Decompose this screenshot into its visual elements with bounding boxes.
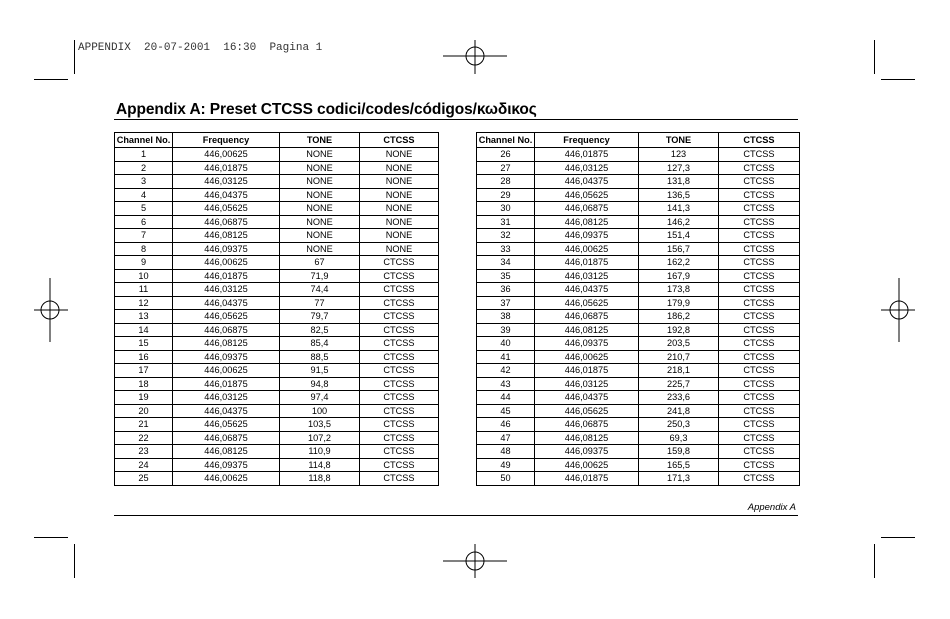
cell-frequency: 446,00625 xyxy=(535,242,639,256)
cell-ctcss: CTCSS xyxy=(360,350,439,364)
title-rule xyxy=(114,119,798,120)
table-row xyxy=(115,202,439,216)
cell-ctcss: NONE xyxy=(360,202,439,216)
cell-frequency: 446,00625 xyxy=(535,350,639,364)
cell-ctcss: CTCSS xyxy=(719,458,800,472)
cell-channel: 39 xyxy=(477,323,535,337)
table-row xyxy=(477,296,800,310)
cell-channel: 17 xyxy=(115,364,173,378)
cell-tone: 67 xyxy=(280,256,360,270)
cell-ctcss: CTCSS xyxy=(719,350,800,364)
cell-frequency: 446,05625 xyxy=(535,188,639,202)
table-row xyxy=(115,229,439,243)
column-header-ctcss: CTCSS xyxy=(719,133,800,148)
cell-channel: 9 xyxy=(115,256,173,270)
cell-channel: 23 xyxy=(115,445,173,459)
table-body-left xyxy=(115,148,439,486)
cell-ctcss: CTCSS xyxy=(719,188,800,202)
cell-tone: 225,7 xyxy=(639,377,719,391)
column-header-tone: TONE xyxy=(280,133,360,148)
cell-frequency: 446,06875 xyxy=(535,418,639,432)
cell-tone: 165,5 xyxy=(639,458,719,472)
table-row xyxy=(115,175,439,189)
cell-channel: 38 xyxy=(477,310,535,324)
cell-channel: 3 xyxy=(115,175,173,189)
table-row xyxy=(477,161,800,175)
table-row xyxy=(477,215,800,229)
cell-ctcss: CTCSS xyxy=(719,310,800,324)
table-row xyxy=(477,472,800,486)
cell-ctcss: NONE xyxy=(360,229,439,243)
table-row xyxy=(115,188,439,202)
table-header-row xyxy=(115,133,439,148)
cell-ctcss: CTCSS xyxy=(719,202,800,216)
cell-frequency: 446,04375 xyxy=(173,404,280,418)
registration-mark-icon xyxy=(443,40,507,74)
cell-tone: 136,5 xyxy=(639,188,719,202)
table-row xyxy=(477,202,800,216)
cell-frequency: 446,05625 xyxy=(535,404,639,418)
cell-ctcss: CTCSS xyxy=(360,458,439,472)
cell-tone: 94,8 xyxy=(280,377,360,391)
cell-ctcss: CTCSS xyxy=(719,161,800,175)
header-slug: APPENDIX xyxy=(78,42,131,54)
header-time: 16:30 xyxy=(223,42,257,54)
table-row xyxy=(115,215,439,229)
table-row xyxy=(477,175,800,189)
cell-tone: 91,5 xyxy=(280,364,360,378)
cell-channel: 1 xyxy=(115,148,173,162)
cell-frequency: 446,05625 xyxy=(173,202,280,216)
table-row xyxy=(477,148,800,162)
cell-ctcss: CTCSS xyxy=(360,391,439,405)
cell-frequency: 446,08125 xyxy=(173,337,280,351)
cell-channel: 36 xyxy=(477,283,535,297)
cell-channel: 21 xyxy=(115,418,173,432)
cell-frequency: 446,06875 xyxy=(173,215,280,229)
cell-tone: NONE xyxy=(280,175,360,189)
cell-channel: 27 xyxy=(477,161,535,175)
cell-ctcss: CTCSS xyxy=(360,269,439,283)
cell-ctcss: NONE xyxy=(360,242,439,256)
cell-ctcss: CTCSS xyxy=(360,418,439,432)
cell-ctcss: CTCSS xyxy=(719,283,800,297)
cell-ctcss: CTCSS xyxy=(719,229,800,243)
table-row xyxy=(115,472,439,486)
cell-frequency: 446,06875 xyxy=(535,202,639,216)
cell-frequency: 446,03125 xyxy=(535,269,639,283)
cell-tone: 114,8 xyxy=(280,458,360,472)
table-row xyxy=(477,323,800,337)
table-body-right xyxy=(477,148,800,486)
crop-mark xyxy=(874,544,875,578)
cell-channel: 44 xyxy=(477,391,535,405)
cell-tone: 162,2 xyxy=(639,256,719,270)
crop-mark xyxy=(881,79,915,80)
cell-ctcss: CTCSS xyxy=(719,323,800,337)
table-row xyxy=(477,269,800,283)
cell-frequency: 446,01875 xyxy=(535,364,639,378)
cell-ctcss: CTCSS xyxy=(360,445,439,459)
cell-tone: 85,4 xyxy=(280,337,360,351)
table-row xyxy=(115,418,439,432)
cell-tone: 203,5 xyxy=(639,337,719,351)
cell-channel: 30 xyxy=(477,202,535,216)
cell-frequency: 446,09375 xyxy=(535,337,639,351)
cell-frequency: 446,09375 xyxy=(173,458,280,472)
cell-tone: 127,3 xyxy=(639,161,719,175)
cell-ctcss: NONE xyxy=(360,148,439,162)
cell-tone: 241,8 xyxy=(639,404,719,418)
cell-frequency: 446,03125 xyxy=(173,283,280,297)
cell-frequency: 446,03125 xyxy=(173,391,280,405)
cell-frequency: 446,03125 xyxy=(535,161,639,175)
cell-channel: 18 xyxy=(115,377,173,391)
cell-frequency: 446,09375 xyxy=(173,242,280,256)
table-row xyxy=(115,296,439,310)
ctcss-table-left xyxy=(114,132,439,486)
cell-tone: 74,4 xyxy=(280,283,360,297)
cell-channel: 47 xyxy=(477,431,535,445)
table-row xyxy=(115,269,439,283)
cell-frequency: 446,01875 xyxy=(173,377,280,391)
cell-ctcss: CTCSS xyxy=(360,310,439,324)
cell-channel: 35 xyxy=(477,269,535,283)
cell-channel: 6 xyxy=(115,215,173,229)
cell-ctcss: NONE xyxy=(360,215,439,229)
cell-channel: 13 xyxy=(115,310,173,324)
cell-frequency: 446,04375 xyxy=(535,175,639,189)
cell-tone: 250,3 xyxy=(639,418,719,432)
cell-channel: 8 xyxy=(115,242,173,256)
cell-frequency: 446,04375 xyxy=(173,296,280,310)
registration-mark-icon xyxy=(443,544,507,578)
cell-tone: 146,2 xyxy=(639,215,719,229)
header-page-label: Pagina xyxy=(269,42,310,54)
cell-ctcss: CTCSS xyxy=(719,431,800,445)
table-row xyxy=(115,377,439,391)
cell-frequency: 446,06875 xyxy=(173,323,280,337)
cell-channel: 7 xyxy=(115,229,173,243)
table-header-row xyxy=(477,133,800,148)
cell-tone: 141,3 xyxy=(639,202,719,216)
cell-channel: 11 xyxy=(115,283,173,297)
cell-tone: 218,1 xyxy=(639,364,719,378)
cell-ctcss: CTCSS xyxy=(360,296,439,310)
cell-frequency: 446,01875 xyxy=(535,256,639,270)
cell-channel: 4 xyxy=(115,188,173,202)
cell-frequency: 446,06875 xyxy=(535,310,639,324)
cell-channel: 48 xyxy=(477,445,535,459)
table-row xyxy=(115,323,439,337)
table-row xyxy=(115,161,439,175)
table-row xyxy=(477,391,800,405)
crop-mark xyxy=(34,537,68,538)
table-row xyxy=(477,256,800,270)
cell-channel: 2 xyxy=(115,161,173,175)
cell-frequency: 446,09375 xyxy=(173,350,280,364)
cell-channel: 25 xyxy=(115,472,173,486)
cell-frequency: 446,08125 xyxy=(535,431,639,445)
cell-ctcss: CTCSS xyxy=(719,242,800,256)
table-row xyxy=(115,431,439,445)
cell-ctcss: CTCSS xyxy=(719,391,800,405)
cell-frequency: 446,01875 xyxy=(173,161,280,175)
cell-tone: 82,5 xyxy=(280,323,360,337)
cell-ctcss: CTCSS xyxy=(719,269,800,283)
table-row xyxy=(477,377,800,391)
cell-ctcss: CTCSS xyxy=(719,377,800,391)
cell-frequency: 446,01875 xyxy=(535,472,639,486)
cell-tone: 210,7 xyxy=(639,350,719,364)
cell-tone: 77 xyxy=(280,296,360,310)
cell-ctcss: CTCSS xyxy=(719,148,800,162)
crop-mark xyxy=(881,537,915,538)
table-row xyxy=(115,391,439,405)
cell-ctcss: NONE xyxy=(360,188,439,202)
cell-tone: 171,3 xyxy=(639,472,719,486)
cell-channel: 22 xyxy=(115,431,173,445)
registration-mark-icon xyxy=(881,278,915,342)
cell-tone: NONE xyxy=(280,202,360,216)
cell-ctcss: CTCSS xyxy=(360,431,439,445)
column-header-channel: Channel No. xyxy=(477,133,535,148)
table-row xyxy=(477,188,800,202)
cell-ctcss: CTCSS xyxy=(360,472,439,486)
cell-ctcss: CTCSS xyxy=(360,404,439,418)
cell-tone: 159,8 xyxy=(639,445,719,459)
header-page-number: 1 xyxy=(315,42,323,54)
cell-channel: 31 xyxy=(477,215,535,229)
cell-channel: 45 xyxy=(477,404,535,418)
cell-tone: NONE xyxy=(280,242,360,256)
cell-ctcss: CTCSS xyxy=(360,256,439,270)
cell-tone: 69,3 xyxy=(639,431,719,445)
cell-channel: 33 xyxy=(477,242,535,256)
column-header-frequency: Frequency xyxy=(173,133,280,148)
cell-ctcss: CTCSS xyxy=(719,337,800,351)
table-row xyxy=(115,256,439,270)
cell-channel: 43 xyxy=(477,377,535,391)
cell-tone: 131,8 xyxy=(639,175,719,189)
table-row xyxy=(477,445,800,459)
cell-frequency: 446,01875 xyxy=(173,269,280,283)
table-row xyxy=(477,364,800,378)
cell-tone: 192,8 xyxy=(639,323,719,337)
cell-frequency: 446,05625 xyxy=(173,418,280,432)
cell-channel: 50 xyxy=(477,472,535,486)
cell-frequency: 446,09375 xyxy=(535,445,639,459)
cell-ctcss: CTCSS xyxy=(360,283,439,297)
cell-tone: 233,6 xyxy=(639,391,719,405)
cell-tone: NONE xyxy=(280,188,360,202)
cell-channel: 41 xyxy=(477,350,535,364)
cell-frequency: 446,06875 xyxy=(173,431,280,445)
cell-tone: NONE xyxy=(280,215,360,229)
cell-frequency: 446,00625 xyxy=(173,256,280,270)
crop-mark xyxy=(874,40,875,74)
cell-channel: 26 xyxy=(477,148,535,162)
crop-mark xyxy=(74,544,75,578)
cell-ctcss: CTCSS xyxy=(360,323,439,337)
table-row xyxy=(477,418,800,432)
cell-channel: 37 xyxy=(477,296,535,310)
table-row xyxy=(477,283,800,297)
cell-frequency: 446,01875 xyxy=(535,148,639,162)
cell-channel: 42 xyxy=(477,364,535,378)
cell-channel: 46 xyxy=(477,418,535,432)
cell-frequency: 446,08125 xyxy=(173,445,280,459)
cell-ctcss: CTCSS xyxy=(360,337,439,351)
table-row xyxy=(115,283,439,297)
table-row xyxy=(115,364,439,378)
table-row xyxy=(477,458,800,472)
cell-channel: 34 xyxy=(477,256,535,270)
cell-channel: 15 xyxy=(115,337,173,351)
table-row xyxy=(477,404,800,418)
cell-ctcss: CTCSS xyxy=(719,418,800,432)
table-row xyxy=(477,337,800,351)
cell-tone: 107,2 xyxy=(280,431,360,445)
column-header-ctcss: CTCSS xyxy=(360,133,439,148)
table-row xyxy=(477,242,800,256)
cell-tone: 118,8 xyxy=(280,472,360,486)
cell-frequency: 446,03125 xyxy=(173,175,280,189)
cell-frequency: 446,08125 xyxy=(535,323,639,337)
cell-ctcss: CTCSS xyxy=(719,256,800,270)
cell-ctcss: CTCSS xyxy=(719,404,800,418)
cell-tone: NONE xyxy=(280,229,360,243)
table-row xyxy=(477,431,800,445)
page-title: Appendix A: Preset CTCSS codici/codes/códigos/κωδικος xyxy=(116,101,537,118)
cell-channel: 20 xyxy=(115,404,173,418)
cell-frequency: 446,00625 xyxy=(173,364,280,378)
cell-channel: 49 xyxy=(477,458,535,472)
crop-mark xyxy=(34,79,68,80)
cell-channel: 24 xyxy=(115,458,173,472)
column-header-frequency: Frequency xyxy=(535,133,639,148)
cell-tone: 100 xyxy=(280,404,360,418)
cell-ctcss: CTCSS xyxy=(360,377,439,391)
table-row xyxy=(115,350,439,364)
footer-rule xyxy=(114,515,798,516)
table-row xyxy=(115,458,439,472)
cell-frequency: 446,09375 xyxy=(535,229,639,243)
cell-tone: 88,5 xyxy=(280,350,360,364)
table-row xyxy=(115,337,439,351)
table-row xyxy=(115,148,439,162)
cell-ctcss: NONE xyxy=(360,175,439,189)
cell-tone: 179,9 xyxy=(639,296,719,310)
cell-frequency: 446,05625 xyxy=(535,296,639,310)
table-row xyxy=(477,350,800,364)
cell-tone: 186,2 xyxy=(639,310,719,324)
cell-frequency: 446,04375 xyxy=(535,283,639,297)
cell-frequency: 446,03125 xyxy=(535,377,639,391)
cell-tone: 103,5 xyxy=(280,418,360,432)
column-header-tone: TONE xyxy=(639,133,719,148)
cell-tone: NONE xyxy=(280,148,360,162)
table-row xyxy=(477,229,800,243)
cell-tone: 156,7 xyxy=(639,242,719,256)
cell-frequency: 446,00625 xyxy=(535,458,639,472)
cell-ctcss: CTCSS xyxy=(719,364,800,378)
cell-frequency: 446,04375 xyxy=(535,391,639,405)
ctcss-table-right xyxy=(476,132,800,486)
cell-channel: 12 xyxy=(115,296,173,310)
cell-frequency: 446,04375 xyxy=(173,188,280,202)
cell-tone: 167,9 xyxy=(639,269,719,283)
table-row xyxy=(115,404,439,418)
cell-ctcss: CTCSS xyxy=(719,175,800,189)
cell-tone: 110,9 xyxy=(280,445,360,459)
cell-tone: 71,9 xyxy=(280,269,360,283)
cell-channel: 19 xyxy=(115,391,173,405)
cell-tone: 123 xyxy=(639,148,719,162)
cell-tone: 79,7 xyxy=(280,310,360,324)
cell-ctcss: CTCSS xyxy=(719,472,800,486)
cell-tone: NONE xyxy=(280,161,360,175)
table-row xyxy=(115,310,439,324)
cell-channel: 29 xyxy=(477,188,535,202)
header-date: 20-07-2001 xyxy=(144,42,211,54)
cell-frequency: 446,00625 xyxy=(173,148,280,162)
cell-frequency: 446,05625 xyxy=(173,310,280,324)
cell-ctcss: NONE xyxy=(360,161,439,175)
cell-channel: 32 xyxy=(477,229,535,243)
cell-channel: 28 xyxy=(477,175,535,189)
cell-channel: 5 xyxy=(115,202,173,216)
cell-tone: 97,4 xyxy=(280,391,360,405)
cell-ctcss: CTCSS xyxy=(719,215,800,229)
crop-mark xyxy=(74,40,75,74)
print-header xyxy=(78,42,322,54)
cell-ctcss: CTCSS xyxy=(719,445,800,459)
table-row xyxy=(115,242,439,256)
cell-channel: 10 xyxy=(115,269,173,283)
registration-mark-icon xyxy=(34,278,68,342)
cell-frequency: 446,08125 xyxy=(535,215,639,229)
cell-channel: 14 xyxy=(115,323,173,337)
cell-frequency: 446,00625 xyxy=(173,472,280,486)
cell-tone: 151,4 xyxy=(639,229,719,243)
cell-channel: 40 xyxy=(477,337,535,351)
cell-frequency: 446,08125 xyxy=(173,229,280,243)
table-row xyxy=(477,310,800,324)
column-header-channel: Channel No. xyxy=(115,133,173,148)
cell-ctcss: CTCSS xyxy=(360,364,439,378)
cell-ctcss: CTCSS xyxy=(719,296,800,310)
page-footer: Appendix A xyxy=(747,502,796,513)
cell-tone: 173,8 xyxy=(639,283,719,297)
table-row xyxy=(115,445,439,459)
cell-channel: 16 xyxy=(115,350,173,364)
